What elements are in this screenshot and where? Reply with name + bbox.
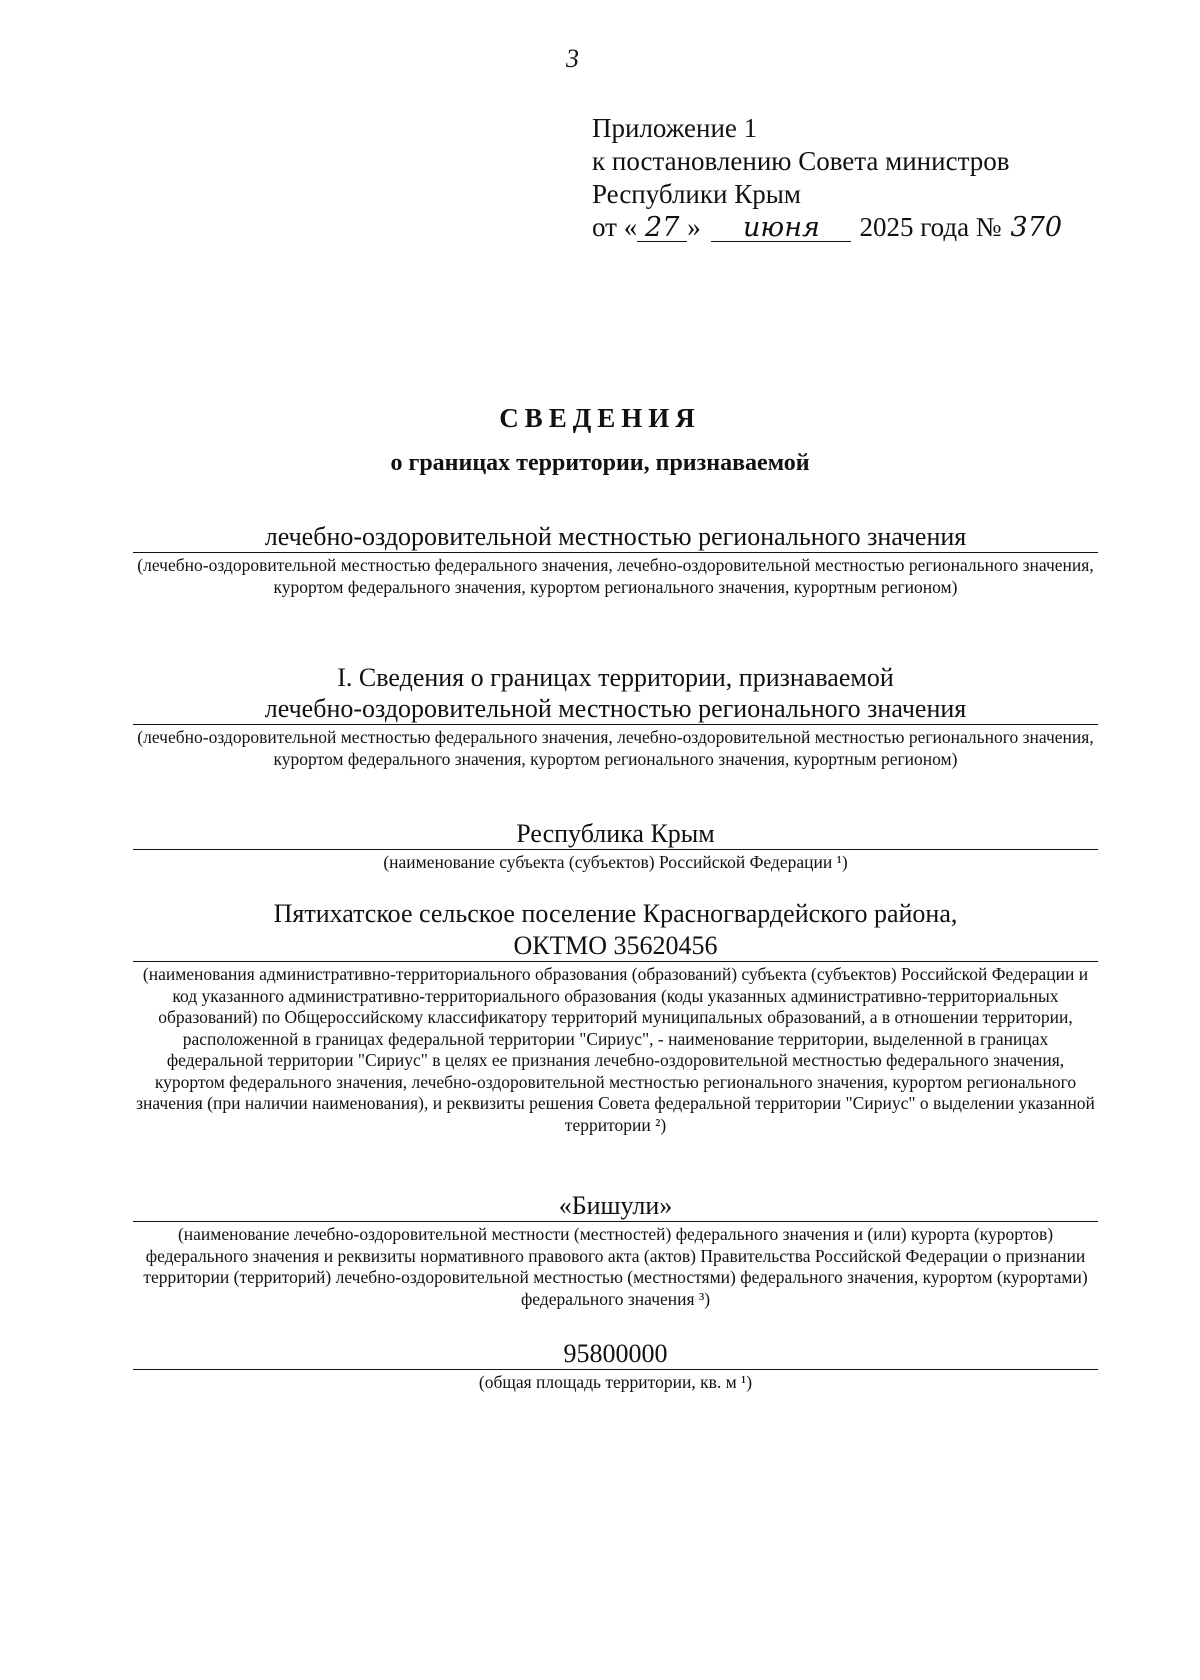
municipality-field-line-2: ОКТМО 35620456 <box>133 930 1098 962</box>
locality-name-field: «Бишули» <box>133 1190 1098 1222</box>
date-prefix: от « <box>592 212 638 242</box>
annex-line-2: к постановлению Совета министров <box>592 146 1010 176</box>
area-field: 95800000 <box>133 1338 1098 1370</box>
date-mid: » <box>687 212 701 242</box>
page-number: 3 <box>566 44 579 73</box>
locality-note: (наименование лечебно-оздоровительной местности (местностей) федерального значения и (или) курорта (курортов) федерального значения и реквизиты нормативного правового акта (актов) Правительства Российской Федерации о признании территории (территорий) лечебно-оздоровительной местностью (местностями) федерального значения, курортом (курортами) федерального значения ³) <box>143 1224 1088 1309</box>
annex-date-line <box>592 211 1064 244</box>
date-year: 2025 года № <box>859 212 1002 242</box>
document-title: СВЕДЕНИЯ <box>499 403 701 433</box>
section-1-note: (лечебно-оздоровительной местностью федерального значения, лечебно-оздоровительной местностью регионального значения, курортом федерального значения, курортом регионального значения, курортным регионом) <box>137 727 1094 769</box>
annex-line-1: Приложение 1 <box>592 113 758 143</box>
annex-line-3: Республики Крым <box>592 179 801 209</box>
section-1-heading-line-1: I. Сведения о границах территории, признаваемой <box>337 663 894 692</box>
territory-type-note: (лечебно-оздоровительной местностью федерального значения, лечебно-оздоровительной местностью регионального значения, курортом федерального значения, курортом регионального значения, курортным регионом) <box>137 555 1094 597</box>
annex-header <box>592 112 1064 244</box>
area-note: (общая площадь территории, кв. м ¹) <box>478 1372 753 1392</box>
territory-type-field: лечебно-оздоровительной местностью регионального значения <box>133 521 1098 553</box>
municipality-note: (наименования административно-территориального образования (образований) субъекта (субъектов) Российской Федерации и код указанного административно-территориального образования (коды указанных административно-территориальных образований) по Общероссийскому классификатору территорий муниципальных образований, а в отношении территории, расположенной в границах федеральной территории "Сириус", - наименование территории, выделенной в границах федеральной территории "Сириус" в целях ее признания лечебно-оздоровительной местностью федерального значения, курортом федерального значения, лечебно-оздоровительной местностью регионального значения, курортом регионального значения (при наличии наименования), и реквизиты решения Совета федеральной территории "Сириус" о выделении указанной территории ²) <box>136 964 1095 1135</box>
date-month-handwritten: июня <box>711 215 851 242</box>
document-number-handwritten: 370 <box>1010 212 1063 243</box>
subject-note: (наименование субъекта (субъектов) Российской Федерации ¹) <box>383 852 848 872</box>
subject-field: Республика Крым <box>133 818 1098 850</box>
document-subtitle: о границах территории, признаваемой <box>390 450 810 476</box>
municipality-field-line-1: Пятихатское сельское поселение Красногвардейского района, <box>273 899 958 928</box>
section-1-heading-line-2: лечебно-оздоровительной местностью регионального значения <box>133 693 1098 725</box>
date-day-handwritten: 27 <box>637 215 687 242</box>
